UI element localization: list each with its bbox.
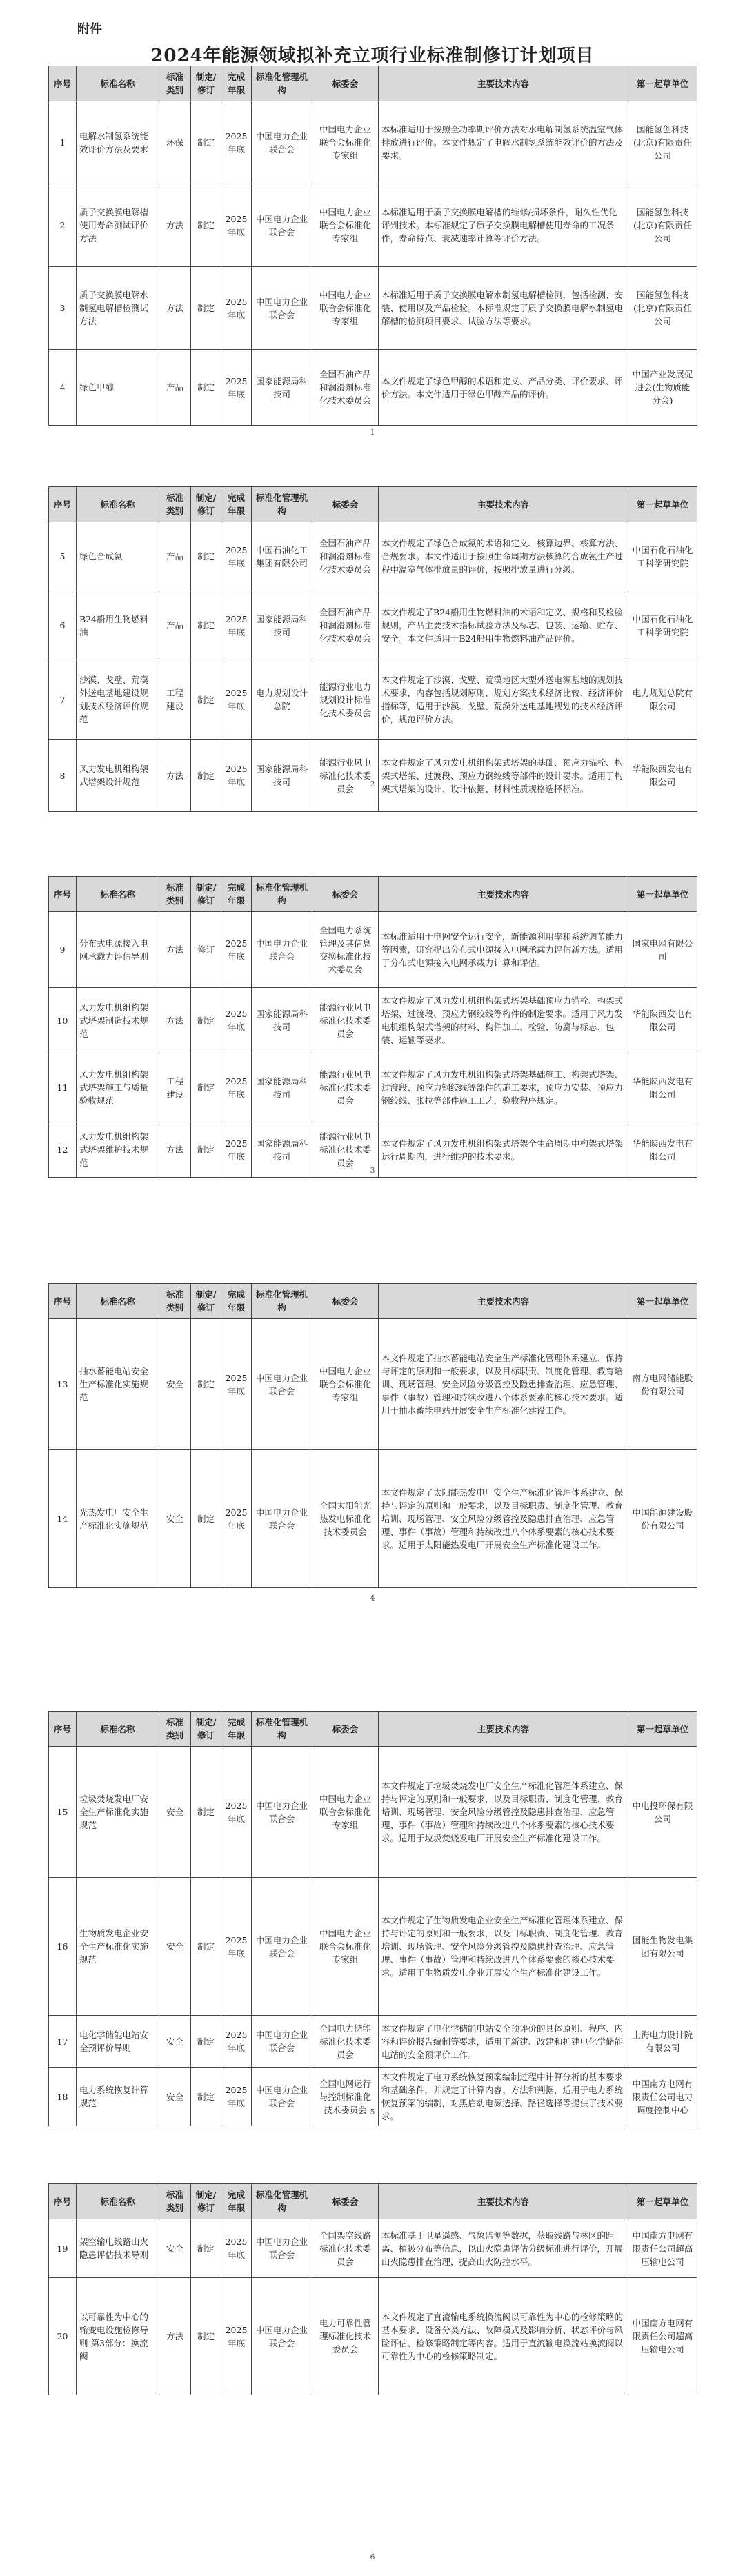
page-number: 5 bbox=[370, 2108, 375, 2117]
cell-drafter: 国能生物发电集团有限公司 bbox=[628, 1878, 697, 2016]
column-header: 第一起草单位 bbox=[628, 66, 697, 101]
table-row bbox=[49, 184, 697, 267]
table-row bbox=[49, 1450, 697, 1588]
cell-standard-name: 分布式电源接入电网承载力评估导则 bbox=[77, 912, 159, 988]
cell-category: 方法 bbox=[159, 184, 191, 267]
attachment-label: 附件 bbox=[77, 22, 102, 37]
table-row bbox=[49, 988, 697, 1053]
table-header-row bbox=[49, 487, 697, 522]
cell-standard-name: 抽水蓄能电站安全生产标准化实施规范 bbox=[77, 1319, 159, 1450]
cell-drafter: 电力规划总院有限公司 bbox=[628, 660, 697, 740]
column-header: 标准化管理机构 bbox=[252, 1284, 312, 1319]
page-title: 2024年能源领域拟补充立项行业标准制修订计划项目 bbox=[150, 46, 595, 66]
cell-serial: 3 bbox=[49, 267, 77, 350]
cell-category: 产品 bbox=[159, 350, 191, 426]
cell-revision: 制定 bbox=[191, 184, 221, 267]
cell-revision: 制定 bbox=[191, 267, 221, 350]
table-row bbox=[49, 591, 697, 660]
column-header: 主要技术内容 bbox=[379, 487, 628, 522]
cell-technical-content: 本标准适用于电网安全运行安全，新能源利用率和系统调节能力等因素，研究提出分布式电源接入电网承载力评估新方法。适用于分布式电源接入电网承载力计算和评估。 bbox=[379, 912, 628, 988]
table-row bbox=[49, 522, 697, 591]
cell-serial: 15 bbox=[49, 1747, 77, 1878]
cell-category: 产品 bbox=[159, 522, 191, 591]
cell-standard-name: 电解水制氢系统能效评价方法及要求 bbox=[77, 101, 159, 184]
column-header: 标准化管理机构 bbox=[252, 2184, 312, 2219]
column-header: 第一起草单位 bbox=[628, 2184, 697, 2219]
table-row bbox=[49, 2278, 697, 2395]
cell-committee: 能源行业风电标准化技术委员会 bbox=[312, 740, 379, 812]
column-header: 标委会 bbox=[312, 1712, 379, 1747]
cell-drafter: 华能陕西发电有限公司 bbox=[628, 988, 697, 1053]
cell-drafter: 华能陕西发电有限公司 bbox=[628, 1122, 697, 1178]
column-header: 标准类别 bbox=[159, 1712, 191, 1747]
table-row bbox=[49, 2016, 697, 2068]
cell-committee: 中国电力企业联合会标准化专家组 bbox=[312, 1747, 379, 1878]
cell-serial: 2 bbox=[49, 184, 77, 267]
cell-deadline: 2025年底 bbox=[221, 101, 252, 184]
cell-committee: 全国石油产品和润滑剂标准化技术委员会 bbox=[312, 522, 379, 591]
cell-serial: 17 bbox=[49, 2016, 77, 2068]
cell-deadline: 2025年底 bbox=[221, 912, 252, 988]
cell-category: 方法 bbox=[159, 2278, 191, 2395]
cell-drafter: 国能氢创科技(北京)有限责任公司 bbox=[628, 184, 697, 267]
column-header: 标准类别 bbox=[159, 1284, 191, 1319]
cell-standard-name: B24船用生物燃料油 bbox=[77, 591, 159, 660]
cell-revision: 制定 bbox=[191, 1122, 221, 1178]
cell-management-org: 中国电力企业联合会 bbox=[252, 2278, 312, 2395]
cell-standard-name: 以可靠性为中心的输变电设施检修导则 第3部分：换流阀 bbox=[77, 2278, 159, 2395]
cell-management-org: 中国电力企业联合会 bbox=[252, 1747, 312, 1878]
cell-standard-name: 风力发电机组构架式塔架制造技术规范 bbox=[77, 988, 159, 1053]
cell-drafter: 中国能源建设股份有限公司 bbox=[628, 1450, 697, 1588]
table-row bbox=[49, 267, 697, 350]
column-header: 标委会 bbox=[312, 2184, 379, 2219]
cell-drafter: 中国南方电网有限责任公司超高压输电公司 bbox=[628, 2219, 697, 2278]
column-header: 制定/修订 bbox=[191, 2184, 221, 2219]
column-header: 制定/修订 bbox=[191, 1284, 221, 1319]
cell-revision: 制定 bbox=[191, 1319, 221, 1450]
cell-management-org: 电力规划设计总院 bbox=[252, 660, 312, 740]
column-header: 标准名称 bbox=[77, 877, 159, 912]
cell-deadline: 2025年底 bbox=[221, 184, 252, 267]
cell-deadline: 2025年底 bbox=[221, 522, 252, 591]
cell-drafter: 华能陕西发电有限公司 bbox=[628, 740, 697, 812]
column-header: 标委会 bbox=[312, 487, 379, 522]
table-row bbox=[49, 2068, 697, 2126]
cell-standard-name: 绿色合成氨 bbox=[77, 522, 159, 591]
cell-serial: 20 bbox=[49, 2278, 77, 2395]
cell-committee: 全国电力系统管理及其信息交换标准化技术委员会 bbox=[312, 912, 379, 988]
table-row bbox=[49, 101, 697, 184]
cell-serial: 7 bbox=[49, 660, 77, 740]
cell-revision: 制定 bbox=[191, 2016, 221, 2068]
cell-committee: 中国电力企业联合会标准化专家组 bbox=[312, 184, 379, 267]
cell-management-org: 国家能源局科技司 bbox=[252, 350, 312, 426]
cell-standard-name: 风力发电机组构架式塔架设计规范 bbox=[77, 740, 159, 812]
cell-committee: 全国石油产品和润滑剂标准化技术委员会 bbox=[312, 350, 379, 426]
column-header: 序号 bbox=[49, 2184, 77, 2219]
cell-technical-content: 本文件规定了直流输电系统换流阀以可靠性为中心的检修策略的基本要求、设备分类方法、故障模式及影响分析、状态评价与风险评估、检修策略制定等内容。适用于直流输电换流站换流阀以可靠性为中心的检修策略制定。 bbox=[379, 2278, 628, 2395]
cell-serial: 11 bbox=[49, 1053, 77, 1122]
cell-serial: 10 bbox=[49, 988, 77, 1053]
cell-management-org: 中国电力企业联合会 bbox=[252, 1878, 312, 2016]
column-header: 序号 bbox=[49, 877, 77, 912]
cell-management-org: 中国电力企业联合会 bbox=[252, 2016, 312, 2068]
cell-serial: 18 bbox=[49, 2068, 77, 2126]
column-header: 标准化管理机构 bbox=[252, 487, 312, 522]
column-header: 标准名称 bbox=[77, 66, 159, 101]
cell-management-org: 中国电力企业联合会 bbox=[252, 2219, 312, 2278]
cell-committee: 中国电力企业联合会标准化专家组 bbox=[312, 101, 379, 184]
column-header: 第一起草单位 bbox=[628, 1712, 697, 1747]
column-header: 主要技术内容 bbox=[379, 66, 628, 101]
cell-category: 安全 bbox=[159, 2068, 191, 2126]
cell-serial: 16 bbox=[49, 1878, 77, 2016]
cell-deadline: 2025年底 bbox=[221, 1878, 252, 2016]
cell-drafter: 中国石化石油化工科学研究院 bbox=[628, 591, 697, 660]
cell-revision: 制定 bbox=[191, 660, 221, 740]
cell-category: 方法 bbox=[159, 267, 191, 350]
cell-technical-content: 本标准适用于按照全功率期评价方法对水电解制氢系统温室气体排放进行评价。本文件规定了电解水制氢系统能效评价的方法及要求。 bbox=[379, 101, 628, 184]
cell-deadline: 2025年底 bbox=[221, 350, 252, 426]
standards-table bbox=[48, 486, 697, 812]
cell-technical-content: 本文件规定了电力系统恢复预案编制过程中计算分析的基本要求和基础条件，并规定了计算内容、方法和判据，适用于电力系统恢复预案的编制，对黑启动电源选择、路径选择等提供了技术要求。 bbox=[379, 2068, 628, 2126]
column-header: 完成年限 bbox=[221, 877, 252, 912]
table-row bbox=[49, 2219, 697, 2278]
column-header: 完成年限 bbox=[221, 66, 252, 101]
cell-committee: 全国电网运行与控制标准化技术委员会 bbox=[312, 2068, 379, 2126]
column-header: 标准名称 bbox=[77, 1712, 159, 1747]
cell-committee: 电力可靠性管理标准化技术委员会 bbox=[312, 2278, 379, 2395]
cell-deadline: 2025年底 bbox=[221, 591, 252, 660]
cell-management-org: 中国电力企业联合会 bbox=[252, 184, 312, 267]
cell-deadline: 2025年底 bbox=[221, 2278, 252, 2395]
table-row bbox=[49, 1878, 697, 2016]
cell-category: 方法 bbox=[159, 912, 191, 988]
cell-revision: 制定 bbox=[191, 522, 221, 591]
column-header: 第一起草单位 bbox=[628, 877, 697, 912]
cell-category: 安全 bbox=[159, 1878, 191, 2016]
cell-committee: 中国电力企业联合会标准化专家组 bbox=[312, 1878, 379, 2016]
cell-committee: 中国电力企业联合会标准化专家组 bbox=[312, 1319, 379, 1450]
cell-standard-name: 架空输电线路山火隐患评估技术导则 bbox=[77, 2219, 159, 2278]
column-header: 序号 bbox=[49, 487, 77, 522]
cell-management-org: 中国电力企业联合会 bbox=[252, 2068, 312, 2126]
cell-drafter: 中国石化石油化工科学研究院 bbox=[628, 522, 697, 591]
column-header: 制定/修订 bbox=[191, 66, 221, 101]
cell-standard-name: 质子交换膜电解槽使用寿命测试评价方法 bbox=[77, 184, 159, 267]
cell-management-org: 中国电力企业联合会 bbox=[252, 101, 312, 184]
cell-drafter: 上海电力设计院有限公司 bbox=[628, 2016, 697, 2068]
cell-deadline: 2025年底 bbox=[221, 2016, 252, 2068]
standards-table bbox=[48, 2183, 697, 2395]
cell-drafter: 中国南方电网有限责任公司超高压输电公司 bbox=[628, 2278, 697, 2395]
column-header: 制定/修订 bbox=[191, 1712, 221, 1747]
cell-serial: 19 bbox=[49, 2219, 77, 2278]
cell-standard-name: 风力发电机组构架式塔架施工与质量验收规范 bbox=[77, 1053, 159, 1122]
cell-management-org: 国家能源局科技司 bbox=[252, 1122, 312, 1178]
cell-technical-content: 本文件规定了风力发电机组构架式塔架全生命周期中构架式塔架运行周期内，进行维护的技术要求。 bbox=[379, 1122, 628, 1178]
page-number: 1 bbox=[370, 428, 375, 437]
cell-management-org: 中国石油化工集团有限公司 bbox=[252, 522, 312, 591]
cell-standard-name: 生物质发电企业安全生产标准化实施规范 bbox=[77, 1878, 159, 2016]
cell-category: 方法 bbox=[159, 988, 191, 1053]
cell-standard-name: 垃圾焚烧发电厂安全生产标准化实施规范 bbox=[77, 1747, 159, 1878]
cell-drafter: 国家电网有限公司 bbox=[628, 912, 697, 988]
cell-technical-content: 本文件规定了抽水蓄能电站安全生产标准化管理体系建立、保持与评定的原则和一般要求，以及目标职责、制度化管理、教育培训、现场管理、安全风险分级管控及隐患排查治理、应急管理、事件（事故）管理和持续改进八个体系要素的核心技术要求。适用于抽水蓄能电站开展安全生产标准化建设工作。 bbox=[379, 1319, 628, 1450]
cell-deadline: 2025年底 bbox=[221, 2219, 252, 2278]
cell-serial: 6 bbox=[49, 591, 77, 660]
column-header: 标准化管理机构 bbox=[252, 66, 312, 101]
cell-drafter: 中电投环保有限公司 bbox=[628, 1747, 697, 1878]
cell-serial: 1 bbox=[49, 101, 77, 184]
standards-table bbox=[48, 66, 697, 426]
cell-revision: 制定 bbox=[191, 1450, 221, 1588]
column-header: 标准名称 bbox=[77, 487, 159, 522]
cell-revision: 制定 bbox=[191, 740, 221, 812]
table-row bbox=[49, 912, 697, 988]
cell-category: 安全 bbox=[159, 1319, 191, 1450]
cell-revision: 制定 bbox=[191, 1053, 221, 1122]
cell-management-org: 国家能源局科技司 bbox=[252, 591, 312, 660]
cell-revision: 制定 bbox=[191, 1747, 221, 1878]
cell-drafter: 南方电网储能股份有限公司 bbox=[628, 1319, 697, 1450]
table-row bbox=[49, 1053, 697, 1122]
cell-committee: 全国架空线路标准化技术委员会 bbox=[312, 2219, 379, 2278]
page-number: 4 bbox=[370, 1594, 375, 1603]
cell-category: 环保 bbox=[159, 101, 191, 184]
cell-serial: 13 bbox=[49, 1319, 77, 1450]
cell-technical-content: 本文件规定了太阳能热发电厂安全生产标准化管理体系建立、保持与评定的原则和一般要求，以及目标职责、制度化管理、教育培训、现场管理、安全风险分级管控及隐患排查治理、应急管理、事件（事故）管理和持续改进八个体系要素的核心技术要求。适用于太阳能热发电厂开展安全生产标准化建设工作。 bbox=[379, 1450, 628, 1588]
cell-technical-content: 本文件规定了绿色甲醇的术语和定义、产品分类、评价要求、评价方法。本文件适用于绿色甲醇产品的评价。 bbox=[379, 350, 628, 426]
column-header: 标准化管理机构 bbox=[252, 1712, 312, 1747]
cell-standard-name: 风力发电机组构架式塔架维护技术规范 bbox=[77, 1122, 159, 1178]
column-header: 制定/修订 bbox=[191, 877, 221, 912]
column-header: 标委会 bbox=[312, 1284, 379, 1319]
page-number: 2 bbox=[370, 780, 375, 789]
column-header: 第一起草单位 bbox=[628, 487, 697, 522]
cell-drafter: 国能氢创科技(北京)有限责任公司 bbox=[628, 267, 697, 350]
table-header-row bbox=[49, 1712, 697, 1747]
cell-committee: 能源行业电力规划设计标准化技术委员会 bbox=[312, 660, 379, 740]
table-row bbox=[49, 740, 697, 812]
cell-deadline: 2025年底 bbox=[221, 1122, 252, 1178]
cell-serial: 5 bbox=[49, 522, 77, 591]
cell-deadline: 2025年底 bbox=[221, 988, 252, 1053]
cell-technical-content: 本标准适用于质子交换膜电解水制氢电解槽检测，包括检测、安装、使用以及产品检验。本标准规定了质子交换膜电解水制氢电解槽的检测项目要求、试验方法等要求。 bbox=[379, 267, 628, 350]
cell-serial: 4 bbox=[49, 350, 77, 426]
cell-category: 安全 bbox=[159, 1450, 191, 1588]
cell-drafter: 华能陕西发电有限公司 bbox=[628, 1053, 697, 1122]
column-header: 完成年限 bbox=[221, 1712, 252, 1747]
column-header: 主要技术内容 bbox=[379, 2184, 628, 2219]
table-row bbox=[49, 1747, 697, 1878]
cell-standard-name: 电化学储能电站安全预评价导则 bbox=[77, 2016, 159, 2068]
table-row bbox=[49, 1319, 697, 1450]
page-number: 6 bbox=[370, 2553, 375, 2562]
column-header: 标准化管理机构 bbox=[252, 877, 312, 912]
cell-management-org: 国家能源局科技司 bbox=[252, 1053, 312, 1122]
cell-revision: 制定 bbox=[191, 1878, 221, 2016]
table-header-row bbox=[49, 2184, 697, 2219]
cell-standard-name: 沙漠、戈壁、荒漠外送电基地建设规划技术经济评价规范 bbox=[77, 660, 159, 740]
column-header: 序号 bbox=[49, 1712, 77, 1747]
column-header: 完成年限 bbox=[221, 1284, 252, 1319]
cell-technical-content: 本文件规定了绿色合成氨的术语和定义、核算边界、核算方法、合规要求。本文件适用于按照生命周期方法核算的合成氨生产过程中温室气体排放量的评价，按照排放量进行分级。 bbox=[379, 522, 628, 591]
column-header: 主要技术内容 bbox=[379, 1712, 628, 1747]
cell-category: 产品 bbox=[159, 591, 191, 660]
cell-revision: 制定 bbox=[191, 591, 221, 660]
cell-serial: 9 bbox=[49, 912, 77, 988]
cell-serial: 8 bbox=[49, 740, 77, 812]
cell-committee: 全国电力储能标准化技术委员会 bbox=[312, 2016, 379, 2068]
cell-committee: 中国电力企业联合会标准化专家组 bbox=[312, 267, 379, 350]
cell-technical-content: 本文件规定了B24船用生物燃料油的术语和定义、规格和及检验规则，产品主要技术指标试验方法及标志、包装、运输、贮存、安全。本文件适用于B24船用生物燃料油产品评价。 bbox=[379, 591, 628, 660]
table-header-row bbox=[49, 1284, 697, 1319]
cell-deadline: 2025年底 bbox=[221, 740, 252, 812]
cell-technical-content: 本文件规定了风力发电机组构架式塔架的基础、预应力锚栓、构架式塔架、过渡段、预应力钢绞线等部件的设计要求。适用于构架式塔架的设计、设计依据、材料性质规格选择标准。 bbox=[379, 740, 628, 812]
cell-category: 方法 bbox=[159, 1122, 191, 1178]
standards-table bbox=[48, 1283, 697, 1588]
cell-management-org: 中国电力企业联合会 bbox=[252, 267, 312, 350]
cell-category: 方法 bbox=[159, 740, 191, 812]
cell-committee: 全国太阳能光热发电标准化技术委员会 bbox=[312, 1450, 379, 1588]
cell-technical-content: 本文件规定了沙漠、戈壁、荒漠地区大型外送电源基地的规划技术要求，内容包括规划原则、规划方案技术经济比较、经济评价指标等，适用于沙漠、戈壁、荒漠外送电基地规划的技术经济评价，规范评价方法。 bbox=[379, 660, 628, 740]
cell-management-org: 中国电力企业联合会 bbox=[252, 912, 312, 988]
cell-drafter: 中国南方电网有限责任公司电力调度控制中心 bbox=[628, 2068, 697, 2126]
cell-deadline: 2025年底 bbox=[221, 660, 252, 740]
cell-committee: 能源行业风电标准化技术委员会 bbox=[312, 1053, 379, 1122]
column-header: 标准类别 bbox=[159, 2184, 191, 2219]
cell-deadline: 2025年底 bbox=[221, 2068, 252, 2126]
cell-revision: 制定 bbox=[191, 988, 221, 1053]
cell-standard-name: 光热发电厂安全生产标准化实施规范 bbox=[77, 1450, 159, 1588]
cell-management-org: 中国电力企业联合会 bbox=[252, 1319, 312, 1450]
cell-deadline: 2025年底 bbox=[221, 1319, 252, 1450]
cell-revision: 制定 bbox=[191, 2278, 221, 2395]
cell-serial: 12 bbox=[49, 1122, 77, 1178]
cell-committee: 能源行业风电标准化技术委员会 bbox=[312, 988, 379, 1053]
cell-drafter: 国能氢创科技(北京)有限责任公司 bbox=[628, 101, 697, 184]
cell-standard-name: 绿色甲醇 bbox=[77, 350, 159, 426]
cell-deadline: 2025年底 bbox=[221, 1053, 252, 1122]
cell-technical-content: 本文件规定了垃圾焚烧发电厂安全生产标准化管理体系建立、保持与评定的原则和一般要求，以及目标职责、制度化管理、教育培训、现场管理、安全风险分级管控及隐患排查治理、应急管理、事件（事故）管理和持续改进八个体系要素的核心技术要求。适用于垃圾焚烧发电厂开展安全生产标准化建设工作。 bbox=[379, 1747, 628, 1878]
column-header: 标准类别 bbox=[159, 66, 191, 101]
column-header: 主要技术内容 bbox=[379, 1284, 628, 1319]
cell-management-org: 国家能源局科技司 bbox=[252, 988, 312, 1053]
column-header: 制定/修订 bbox=[191, 487, 221, 522]
column-header: 主要技术内容 bbox=[379, 877, 628, 912]
table-header-row bbox=[49, 66, 697, 101]
column-header: 标准名称 bbox=[77, 2184, 159, 2219]
cell-technical-content: 本标准适用于质子交换膜电解槽的维修/损坏条件，耐久性优化评判技术。本标准规定了质子交换膜电解槽使用寿命的工况条件，寿命特点、衰减速率计算等评价方法。 bbox=[379, 184, 628, 267]
cell-category: 安全 bbox=[159, 2016, 191, 2068]
cell-management-org: 国家能源局科技司 bbox=[252, 740, 312, 812]
cell-standard-name: 电力系统恢复计算规范 bbox=[77, 2068, 159, 2126]
table-header-row bbox=[49, 877, 697, 912]
table-row bbox=[49, 350, 697, 426]
cell-revision: 制定 bbox=[191, 101, 221, 184]
cell-committee: 全国石油产品和润滑剂标准化技术委员会 bbox=[312, 591, 379, 660]
column-header: 序号 bbox=[49, 66, 77, 101]
cell-technical-content: 本文件规定了生物质发电企业安全生产标准化管理体系建立、保持与评定的原则和一般要求，以及目标职责、制度化管理、教育培训、现场管理、安全风险分级管控及隐患排查治理、应急管理、事件（事故）管理和持续改进八个体系要素的核心技术要求。适用于生物质发电企业开展安全生产标准化建设工作。 bbox=[379, 1878, 628, 2016]
cell-drafter: 中国产业发展促进会(生物质能分会) bbox=[628, 350, 697, 426]
cell-deadline: 2025年底 bbox=[221, 267, 252, 350]
cell-deadline: 2025年底 bbox=[221, 1450, 252, 1588]
column-header: 标准名称 bbox=[77, 1284, 159, 1319]
column-header: 标委会 bbox=[312, 66, 379, 101]
column-header: 标准类别 bbox=[159, 877, 191, 912]
cell-revision: 制定 bbox=[191, 350, 221, 426]
cell-revision: 制定 bbox=[191, 2219, 221, 2278]
standards-table bbox=[48, 876, 697, 1178]
standards-table bbox=[48, 1711, 697, 2126]
cell-revision: 制定 bbox=[191, 2068, 221, 2126]
column-header: 完成年限 bbox=[221, 487, 252, 522]
table-row bbox=[49, 660, 697, 740]
cell-technical-content: 本文件规定了风力发电机组构架式塔架基础施工、构架式塔架、过渡段、预应力钢绞线等部件的施工要求，预应力安装、预应力钢绞线、张拉等部件施工工艺，验收程序规定。 bbox=[379, 1053, 628, 1122]
column-header: 完成年限 bbox=[221, 2184, 252, 2219]
column-header: 标委会 bbox=[312, 877, 379, 912]
cell-technical-content: 本标准基于卫星遥感、气象监测等数据，获取线路与林区的距离、植被分布等信息，以山火隐患评估分级标准进行评价，开展山火隐患排查治理，提高山火防控水平。 bbox=[379, 2219, 628, 2278]
cell-management-org: 中国电力企业联合会 bbox=[252, 1450, 312, 1588]
cell-technical-content: 本文件规定了电化学储能电站安全预评价的具体原则、程序、内容和评价报告编制等要求，适用于新建、改建和扩建电化学储能电站的安全预评价工作。 bbox=[379, 2016, 628, 2068]
column-header: 序号 bbox=[49, 1284, 77, 1319]
column-header: 第一起草单位 bbox=[628, 1284, 697, 1319]
cell-committee: 能源行业风电标准化技术委员会 bbox=[312, 1122, 379, 1178]
column-header: 标准类别 bbox=[159, 487, 191, 522]
cell-category: 安全 bbox=[159, 1747, 191, 1878]
page-number: 3 bbox=[370, 1166, 375, 1175]
cell-category: 工程建设 bbox=[159, 1053, 191, 1122]
cell-revision: 修订 bbox=[191, 912, 221, 988]
cell-category: 安全 bbox=[159, 2219, 191, 2278]
cell-deadline: 2025年底 bbox=[221, 1747, 252, 1878]
cell-serial: 14 bbox=[49, 1450, 77, 1588]
cell-standard-name: 质子交换膜电解水制氢电解槽检测试方法 bbox=[77, 267, 159, 350]
cell-technical-content: 本文件规定了风力发电机组构架式塔架基础预应力锚栓、构架式塔架、过渡段、预应力钢绞线等构件的制造要求。适用于风力发电机组构架式塔架的材料、构件加工、检验、防腐与标志、包装、运输等要求。 bbox=[379, 988, 628, 1053]
cell-category: 工程建设 bbox=[159, 660, 191, 740]
